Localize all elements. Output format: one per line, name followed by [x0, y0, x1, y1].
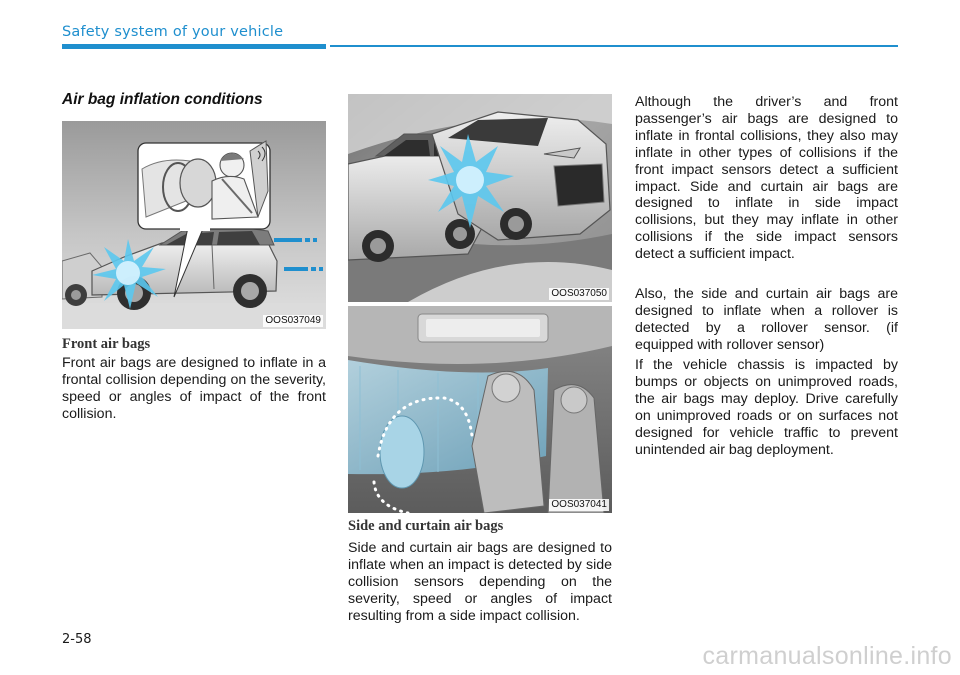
page-number: 2-58	[62, 632, 92, 647]
header-rule-thin	[330, 45, 898, 47]
side-collision-illustration	[348, 94, 612, 302]
right-paragraph-3: If the vehicle chassis is impacted by bumps or objects on unimproved roads, the air bags may deploy. Drive carefully on unimproved roads or on surfaces not designed for vehicle traffic to prevent unintended air bag deployment.	[635, 357, 898, 458]
figure-code-front: OOS037049	[265, 315, 321, 326]
watermark: carmanualsonline.info	[702, 642, 952, 670]
front-airbag-figure	[62, 121, 326, 329]
side-curtain-air-bags-title: Side and curtain air bags	[348, 518, 504, 534]
front-air-bags-title: Front air bags	[62, 336, 151, 352]
header-rule-thick	[62, 44, 326, 49]
front-collision-illustration	[62, 121, 326, 329]
curtain-airbag-illustration	[348, 306, 612, 513]
figure-code-curtain: OOS037041	[551, 499, 607, 510]
right-paragraph-1: Although the driver’s and front passenger’s air bags are designed to inflate in frontal collisions, they also may inflate in other types of collisions if the front impact sensors detect a sufficient impact. Side and curtain air bags are designed to inflate in side impact collisions, but they may inflate in other collisions if the side impact sensors detect a sufficient impact.	[635, 94, 898, 263]
page-heading: Air bag inflation conditions	[62, 91, 263, 108]
front-air-bags-text: Front air bags are designed to inflate in a frontal collision depending on the severity, speed or angles of impact of the front collision.	[62, 355, 326, 422]
section-title: Safety system of your vehicle	[62, 24, 284, 40]
right-paragraph-2: Also, the side and curtain air bags are designed to inflate when a rollover is detected by a rollover sensor. (if equipped with rollover sensor)	[635, 286, 898, 353]
curtain-airbag-figure	[348, 306, 612, 513]
side-collision-figure	[348, 94, 612, 302]
side-curtain-air-bags-text: Side and curtain air bags are designed to inflate when an impact is detected by side collision sensors depending on the severity, speed or angles of impact resulting from a side impact collision.	[348, 540, 612, 624]
figure-code-side-collision: OOS037050	[551, 288, 607, 299]
